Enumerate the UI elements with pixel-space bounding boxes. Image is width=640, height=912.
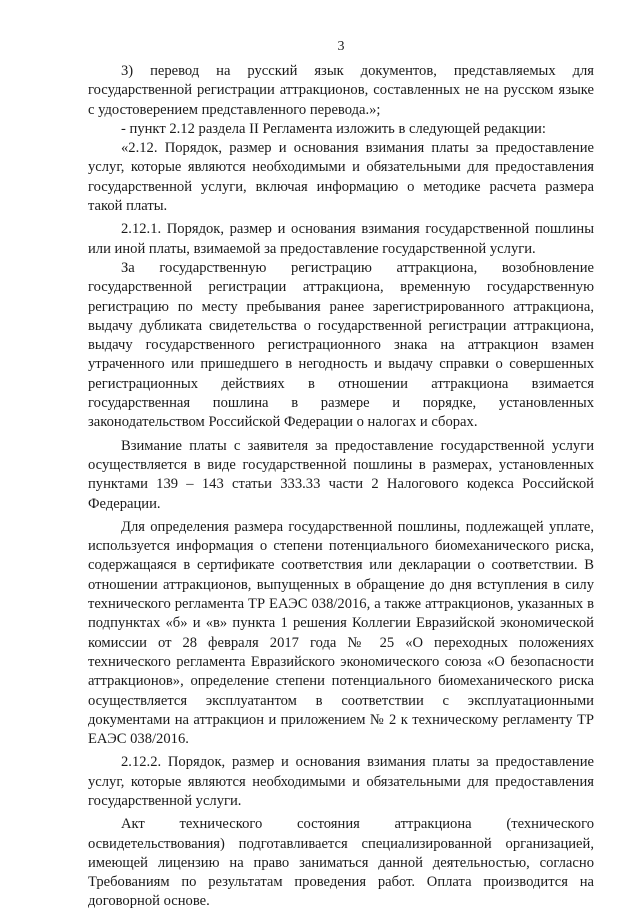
paragraph-fee-registration: За государственную регистрацию аттракциона, возобновление государственной регистрации аттракциона, временную государственную регистрацию по месту пребывания ранее зарегистрированного аттракциона, выдачу дубликата свидетельства о государственной регистрации аттракциона, выдачу государственного регистрационного знака на аттракцион взамен утраченного или пришедшего в негодность и выдачу справки о совершенных регистрационных действиях в отношении аттракциона взимается государственная пошлина в размере и порядке, установленных законодательством Российской Федерации о налогах и сборах. — [88, 259, 594, 431]
paragraph-amendment-intro: - пункт 2.12 раздела II Регламента изложить в следующей редакции: — [121, 120, 546, 137]
paragraph-2-12-2: 2.12.2. Порядок, размер и основания взимания платы за предоставление услуг, которые являются необходимыми и обязательными для предоставления государственной услуги. — [88, 754, 594, 809]
paragraph-item-3: 3) перевод на русский язык документов, представляемых для государственной регистрации аттракционов, составленных не на русском языке с удостоверением представленного перевода.»; — [88, 63, 594, 118]
document-body — [88, 62, 594, 912]
paragraph-technical-act: Акт технического состояния аттракциона (технического освидетельствования) подготавливается специализированной организацией, имеющей лицензию на право заниматься данной деятельностью, согласно Требованиям по результатам проведения работ. Оплата производится на договорной основе. — [88, 816, 594, 910]
paragraph-fee-collection: Взимание платы с заявителя за предоставление государственной услуги осуществляется в виде государственной пошлины в размерах, установленных пунктами 139 – 143 статьи 333.33 части 2 Налогового кодекса Российской Федерации. — [88, 437, 594, 512]
paragraph-2-12-1: 2.12.1. Порядок, размер и основания взимания государственной пошлины или иной платы, взимаемой за предоставление государственной услуги. — [88, 221, 594, 257]
paragraph-risk-determination: Для определения размера государственной пошлины, подлежащей уплате, используется информация о степени потенциального биомеханического риска, содержащаяся в сертификате соответствия или декларации о соответствии. В отношении аттракционов, выпущенных в обращение до дня вступления в силу технического регламента ТР ЕАЭС 038/2016, а также аттракционов, указанных в подпунктах «б» и «в» пункта 1 решения Коллегии Евразийской экономической комиссии от 28 февраля 2017 года № 25 «О переходных положениях технического регламента Евразийского экономического союза «О безопасности аттракционов», определение степени потенциального биомеханического риска осуществляется эксплуатантом в соответствии с эксплуатационными документами на аттракцион и приложением № 2 к техническому регламенту ТР ЕАЭС 038/2016. — [88, 518, 594, 748]
paragraph-2-12: «2.12. Порядок, размер и основания взимания платы за предоставление услуг, которые являются необходимыми и обязательными для предоставления государственной услуги, включая информацию о методике расчета размера такой платы. — [88, 140, 594, 215]
page-number: 3 — [337, 39, 345, 54]
